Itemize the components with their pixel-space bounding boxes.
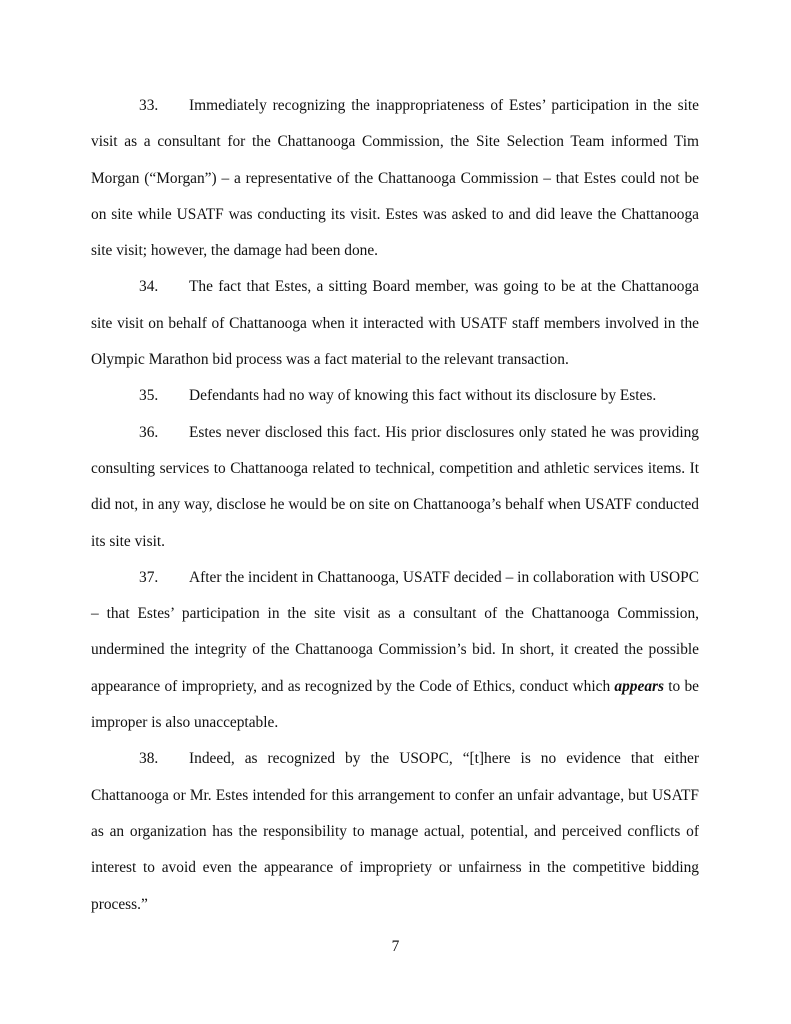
paragraph-text: After the incident in Chattanooga, USATF decided – in collaboration with USOPC – that Estes’ participation in the site visit as a consultant of the Chattanooga Commission, undermined the integrity of the Chattanooga Commission’s bid. In short, it created the possible appearance of impropriety, and as recognized by the Code of Ethics, conduct which	[91, 568, 699, 695]
paragraph-text: The fact that Estes, a sitting Board member, was going to be at the Chattanooga site visit on behalf of Chattanooga when it interacted with USATF staff members involved in the Olympic Marathon bid process was a fact material to the relevant transaction.	[91, 278, 699, 369]
paragraph-number: 33.	[139, 97, 159, 114]
paragraph-37	[91, 560, 699, 741]
paragraph-number: 34.	[139, 278, 159, 296]
paragraph-text: Indeed, as recognized by the USOPC, “[t]here is no evidence that either Chattanooga or Mr. Estes intended for this arrangement to confer an unfair advantage, but USATF as an organization has the responsibility to manage actual, potential, and perceived conflicts of interest to avoid even the appearance of impropriety or unfairness in the competitive bidding process.”	[91, 750, 699, 913]
paragraph-text: Defendants had no way of knowing this fact without its disclosure by Estes.	[189, 387, 657, 405]
document-body	[91, 88, 699, 923]
paragraph-number: 38.	[139, 750, 159, 768]
paragraph-number: 36.	[139, 423, 159, 441]
emphasized-word: appears	[614, 677, 664, 695]
paragraph-34	[91, 269, 699, 378]
paragraph-35	[91, 378, 699, 414]
paragraph-text-continued: to be improper is also unacceptable.	[91, 677, 699, 732]
page-number: 7	[391, 938, 400, 955]
paragraph-text: Immediately recognizing the inappropriateness of Estes’ participation in the site visit as a consultant for the Chattanooga Commission, the Site Selection Team informed Tim Morgan (“Morgan”) – a representative of the Chattanooga Commission – that Estes could not be on site while USATF was conducting its visit. Estes was asked to and did leave the Chattanooga site visit; however, the damage had been done.	[91, 97, 699, 260]
paragraph-text: Estes never disclosed this fact. His prior disclosures only stated he was providing consulting services to Chattanooga related to technical, competition and athletic services items. It did not, in any way, disclose he would be on site on Chattanooga’s behalf when USATF conducted its site visit.	[91, 423, 699, 550]
paragraph-number: 35.	[139, 387, 159, 405]
paragraph-38	[91, 741, 699, 922]
paragraph-number: 37.	[139, 568, 159, 586]
paragraph-36	[91, 415, 699, 560]
paragraph-33	[91, 88, 699, 269]
